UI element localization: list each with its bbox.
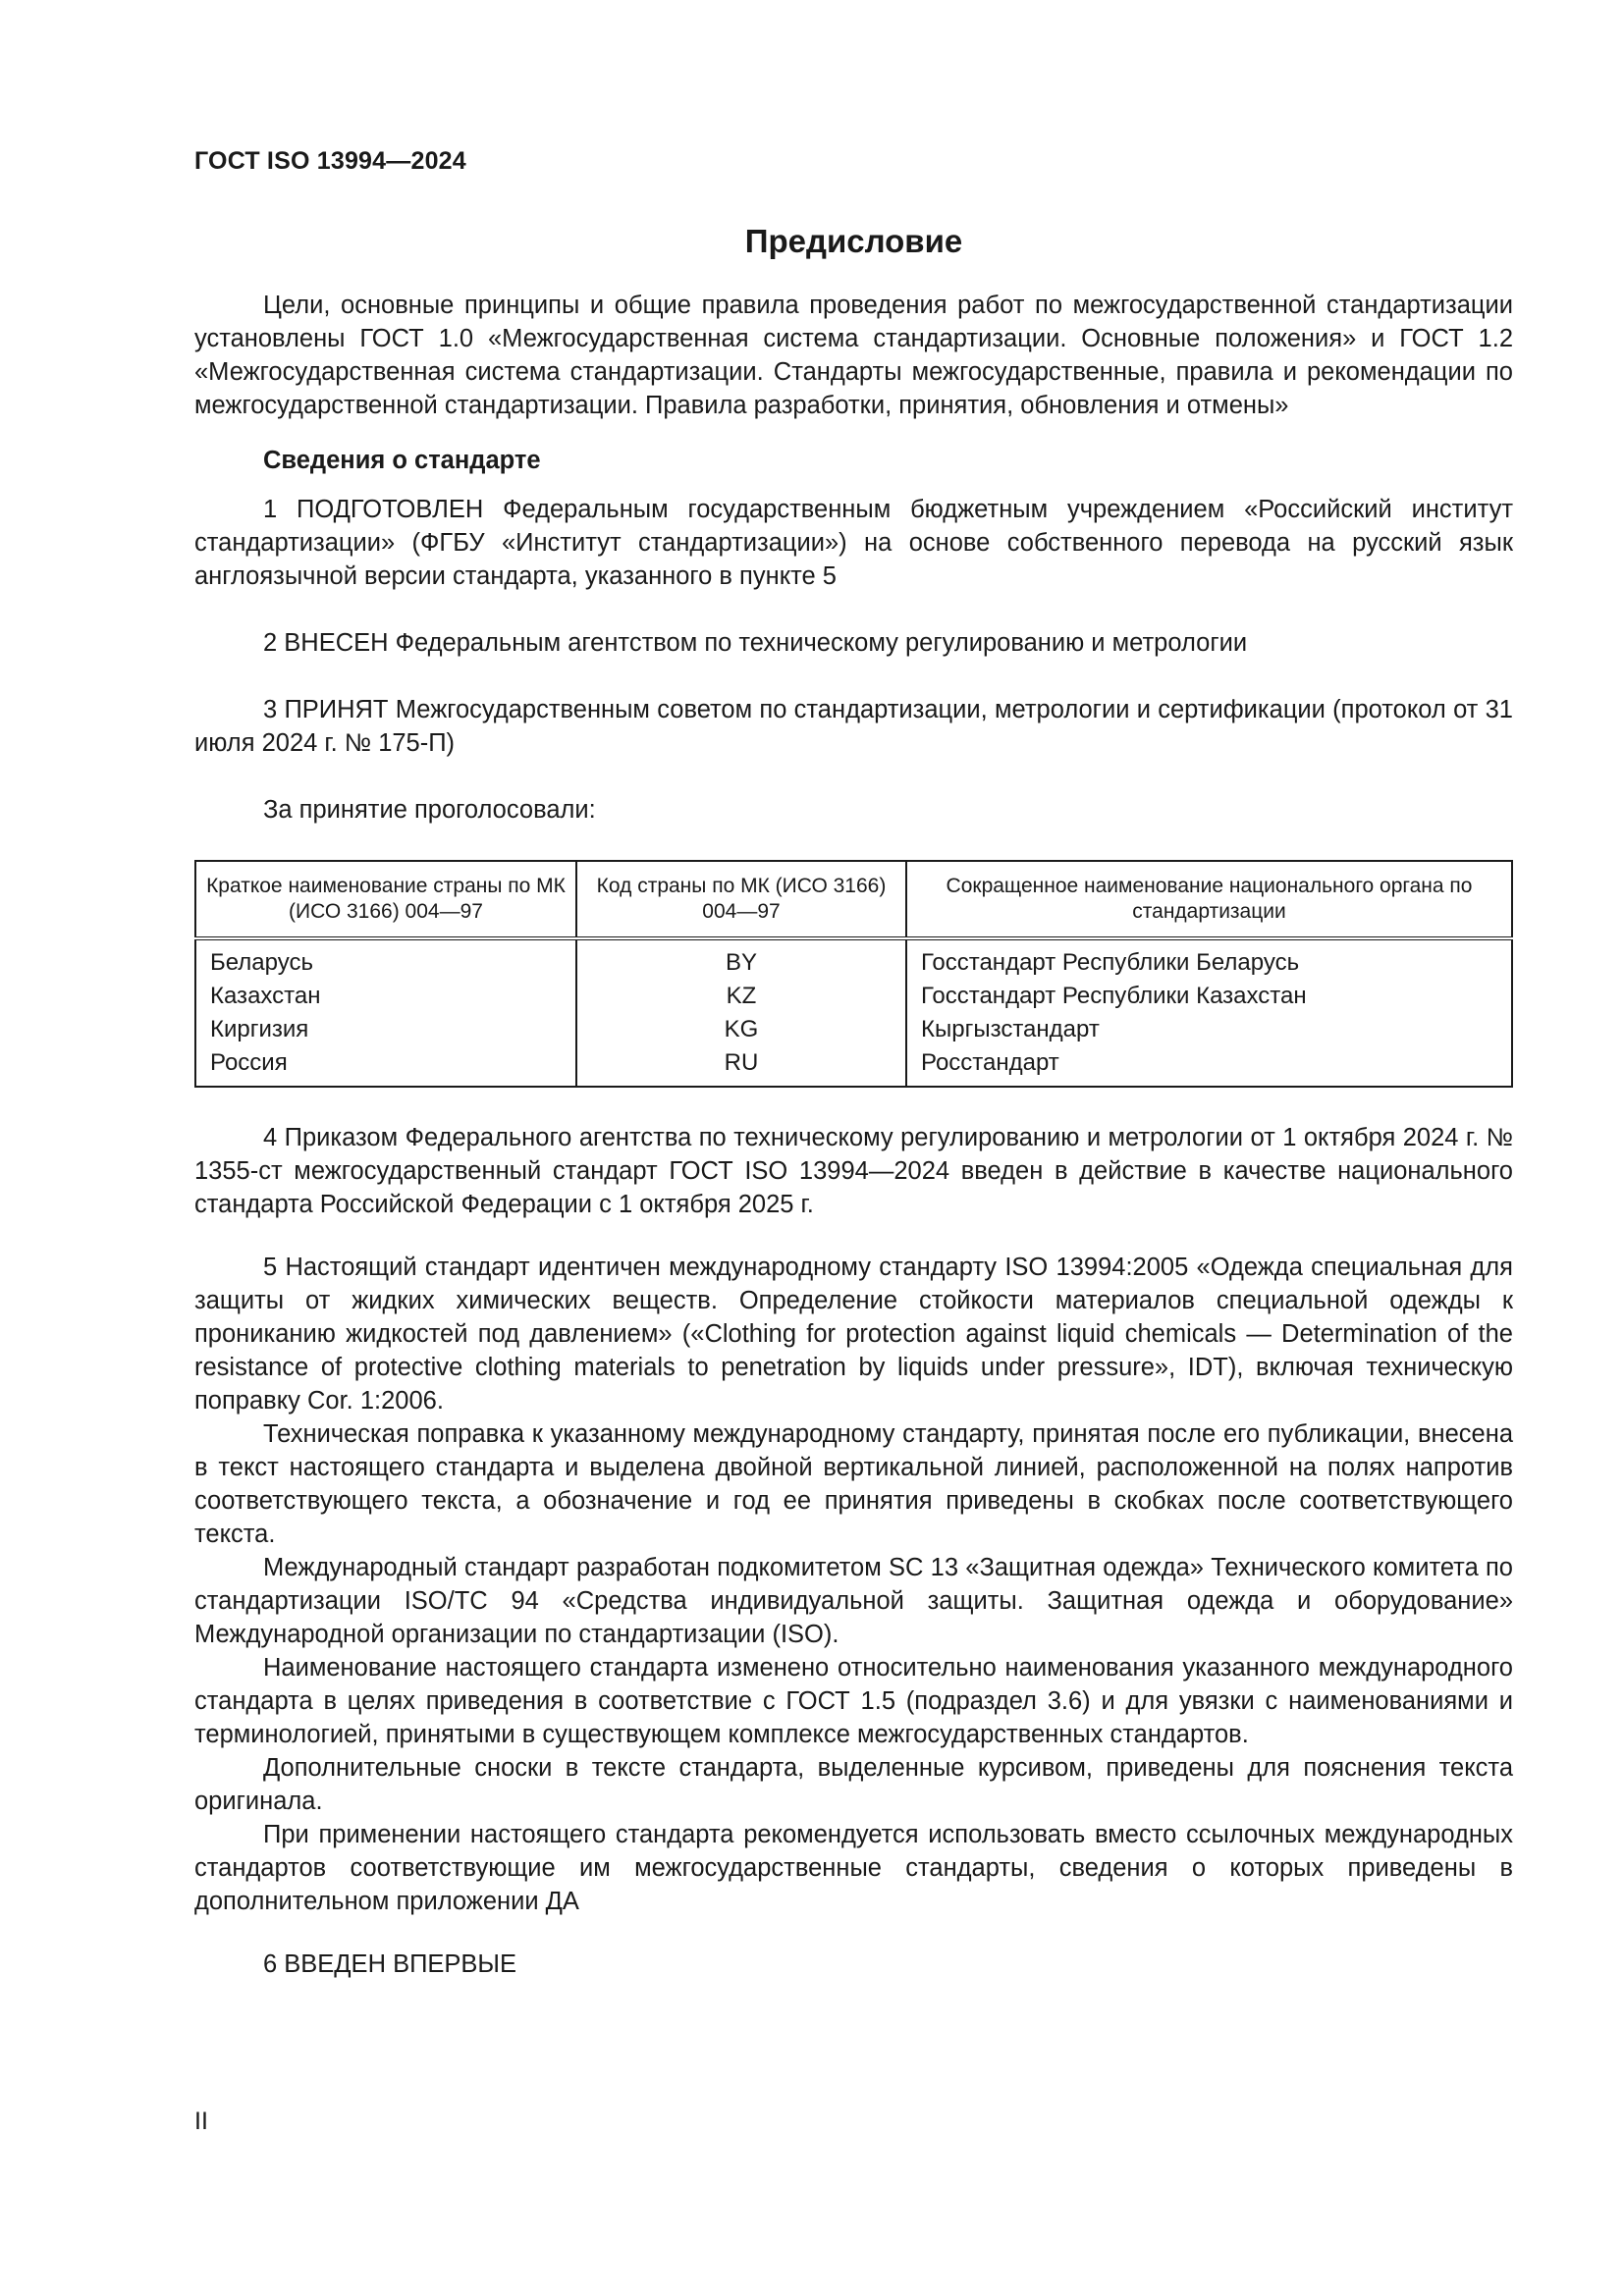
item-2-paragraph: 2 ВНЕСЕН Федеральным агентством по техническому регулированию и метрологии: [263, 629, 1248, 657]
table-row: [195, 1013, 1512, 1046]
cell-national-body: Росстандарт: [906, 1046, 1512, 1087]
item-5-paragraph: 5 Настоящий стандарт идентичен международному стандарту ISO 13994:2005 «Одежда специальная для защиты от жидких химических веществ. Определение стойкости материалов специальной одежды к прониканию жидкостей под давлением» («Clothing for protection against liquid chemicals — Determination of the resistance of protective clothing materials to penetration by liquids under pressure», IDT), включая техническую поправку Cor. 1:2006.: [194, 1254, 1513, 1415]
item-3-paragraph: 3 ПРИНЯТ Межгосударственным советом по стандартизации, метрологии и сертификации (протокол от 31 июля 2024 г. № 175-П): [194, 696, 1513, 757]
intro-paragraph: Цели, основные принципы и общие правила проведения работ по межгосударственной стандартизации установлены ГОСТ 1.0 «Межгосударственная система стандартизации. Основные положения» и ГОСТ 1.2 «Межгосударственная система стандартизации. Стандарты межгосударственные, правила и рекомендации по межгосударственной стандартизации. Правила разработки, принятия, обновления и отмены»: [194, 292, 1513, 419]
table-row: [195, 1046, 1512, 1087]
cell-country: Беларусь: [210, 949, 313, 976]
cell-national-body: Госстандарт Республики Казахстан: [906, 980, 1512, 1013]
page-title: Предисловие: [744, 223, 963, 259]
item-5-developer-paragraph: Международный стандарт разработан подкомитетом SC 13 «Защитная одежда» Технического комитета по стандартизации ISO/TC 94 «Средства индивидуальной защиты. Защитная одежда и оборудование» Международной организации по стандартизации (ISO).: [194, 1554, 1513, 1648]
item-5-footnotes-paragraph: Дополнительные сноски в тексте стандарта, выделенные курсивом, приведены для пояснения текста оригинала.: [194, 1754, 1513, 1815]
item-6-paragraph: 6 ВВЕДЕН ВПЕРВЫЕ: [263, 1950, 517, 1978]
info-heading: Сведения о стандарте: [263, 447, 541, 474]
item-5-references-paragraph: При применении настоящего стандарта рекомендуется использовать вместо ссылочных международных стандартов соответствующие им межгосударственные стандарты, сведения о которых приведены в дополнительном приложении ДА: [194, 1821, 1513, 1915]
votes-intro: За принятие проголосовали:: [263, 796, 596, 824]
item-5-title-change-paragraph: Наименование настоящего стандарта изменено относительно наименования указанного международного стандарта в целях приведения в соответствие с ГОСТ 1.5 (подраздел 3.6) и для увязки с наименованиями и терминологией, принятыми в существующем комплексе межгосударственных стандартов.: [194, 1654, 1513, 1748]
item-5-correction-paragraph: Техническая поправка к указанному международному стандарту, принятая после его публикации, внесена в текст настоящего стандарта и выделена двойной вертикальной линией, расположенной на полях напротив соответствующего текста, а обозначение и год ее принятия приведены в скобках после соответствующего текста.: [194, 1420, 1513, 1548]
preface-content: [194, 222, 1513, 1981]
document-id-header: ГОСТ ISO 13994—2024: [194, 147, 466, 175]
cell-code: KZ: [576, 980, 906, 1013]
header-code: Код страны по МК (ИСО 3166) 004—97: [576, 861, 906, 938]
cell-code: BY: [576, 938, 906, 980]
item-4-paragraph: 4 Приказом Федерального агентства по техническому регулированию и метрологии от 1 октября 2024 г. № 1355-ст межгосударственный стандарт ГОСТ ISO 13994—2024 введен в действие в качестве национального стандарта Российской Федерации с 1 октября 2025 г.: [194, 1124, 1513, 1218]
cell-code: RU: [576, 1046, 906, 1087]
page-number: II: [194, 2108, 208, 2135]
cell-country: Россия: [210, 1049, 288, 1076]
cell-country: Киргизия: [210, 1016, 309, 1042]
cell-national-body: Кыргызстандарт: [906, 1013, 1512, 1046]
header-country: Краткое наименование страны по МК (ИСО 3166) 004—97: [195, 861, 576, 938]
table-row: [195, 980, 1512, 1013]
table-header-row: [195, 861, 1512, 938]
cell-code: KG: [576, 1013, 906, 1046]
header-national-body: Сокращенное наименование национального органа по стандартизации: [906, 861, 1512, 938]
cell-country: Казахстан: [210, 983, 321, 1009]
voting-countries-table: [194, 860, 1513, 1088]
item-1-paragraph: 1 ПОДГОТОВЛЕН Федеральным государственным бюджетным учреждением «Российский институт стандартизации» (ФГБУ «Институт стандартизации») на основе собственного перевода на русский язык англоязычной версии стандарта, указанного в пункте 5: [194, 496, 1513, 590]
cell-national-body: Госстандарт Республики Беларусь: [906, 938, 1512, 980]
table-row: [195, 938, 1512, 980]
